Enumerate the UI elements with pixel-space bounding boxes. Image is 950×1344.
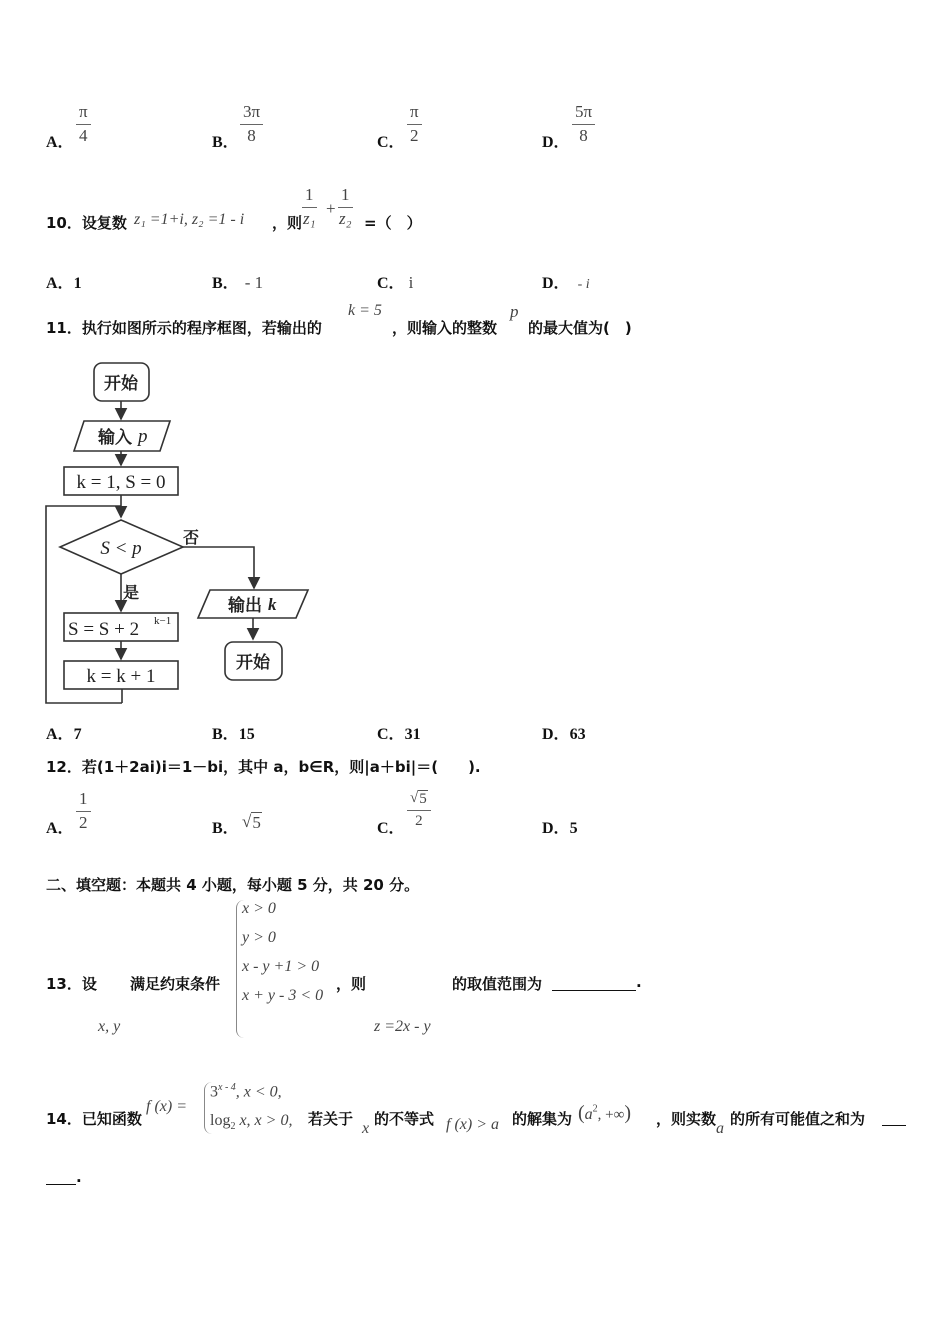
fraction: $\frac{3\pi}{8}$ — [240, 103, 263, 145]
flow-yes-label: 是 — [123, 583, 140, 602]
flow-cond-label: S < p — [100, 538, 142, 559]
q10-option-c: C． i — [377, 273, 414, 292]
svg-text:k: k — [268, 595, 277, 614]
flow-end-label: 开始 — [236, 653, 270, 673]
section-2-title: 二、填空题：本题共 4 小题，每小题 5 分，共 20 分。 — [46, 876, 420, 894]
fraction: $\frac{1}{\text{z₁}}$ — [302, 185, 316, 228]
q14-answer-blank-part1[interactable] — [882, 1109, 906, 1126]
flow-no-label: 否 — [183, 528, 200, 547]
fraction: $\frac{1}{2}$ — [76, 790, 91, 832]
fraction: $\frac{5\pi}{8}$ — [572, 103, 595, 145]
question-12: 12．若(1＋2ai)i＝1－bi，其中 a，b∈R，则|a＋bi|＝( ). — [46, 758, 481, 776]
sqrt: √ 5 — [242, 812, 261, 832]
q10-option-a: A．1 — [46, 275, 82, 292]
question-11: 11．执行如图所示的程序框图，若输出的 k = 5 ，则输入的整数 p 的最大值为( ) — [46, 302, 632, 337]
question-14: 14．已知函数 f (x) = $3^{x - 4}$, x < 0, $\log_2 x$, x > 0, 若关于 x 的不等式 f (x) > a 的解集为 ($a^2$, +∞) ，则实数 a 的所有可能值之和为 — [46, 1078, 916, 1143]
flowchart — [40, 355, 320, 710]
fraction: $\frac{1}{\text{z₂}}$ — [338, 185, 352, 228]
q11-option-b: B．15 — [212, 726, 255, 743]
q14-answer-continued: . — [46, 1168, 86, 1188]
q11-option-a: A．7 — [46, 726, 82, 743]
svg-text:k−1: k−1 — [154, 615, 172, 627]
q14-answer-blank-part2[interactable] — [46, 1168, 76, 1185]
sqrt: √ 5 — [410, 790, 427, 807]
q10-option-d: D． - i — [542, 275, 590, 292]
flow-update-k-label: k = k + 1 — [86, 666, 156, 687]
question-13: 13．设 x, y 满足约束条件 x > 0 y > 0 x - y +1 > 0 x + y - 3 < 0 ，则 z =2x - y 的取值范围为 . — [46, 898, 906, 1043]
flow-output-label: 输出 — [228, 596, 262, 616]
q11-option-c: C．31 — [377, 726, 421, 743]
fraction: √ 5 2 — [407, 790, 431, 829]
q10-option-b: B． - 1 — [212, 273, 264, 292]
q13-answer-blank[interactable] — [552, 974, 636, 991]
flow-init-label: k = 1, S = 0 — [76, 472, 166, 493]
q11-option-d: D．63 — [542, 726, 586, 743]
question-10: 10．设复数 z₁ =1+i, z₂ =1 - i ，则 $\frac{1}{\text{z₁}}$ + $\frac{1}{\text{z₂}}$ =（ ） — [46, 185, 422, 232]
q12-option-d: D．5 — [542, 820, 578, 837]
flow-start-label: 开始 — [104, 374, 138, 394]
flow-update-s-label: S = S + 2 — [68, 619, 140, 640]
fraction: $\frac{\pi}{4}$ — [76, 103, 91, 145]
flow-input-label: 输入 — [98, 428, 132, 448]
fraction: $\frac{\pi}{2}$ — [407, 103, 422, 145]
svg-text:p: p — [138, 426, 148, 447]
